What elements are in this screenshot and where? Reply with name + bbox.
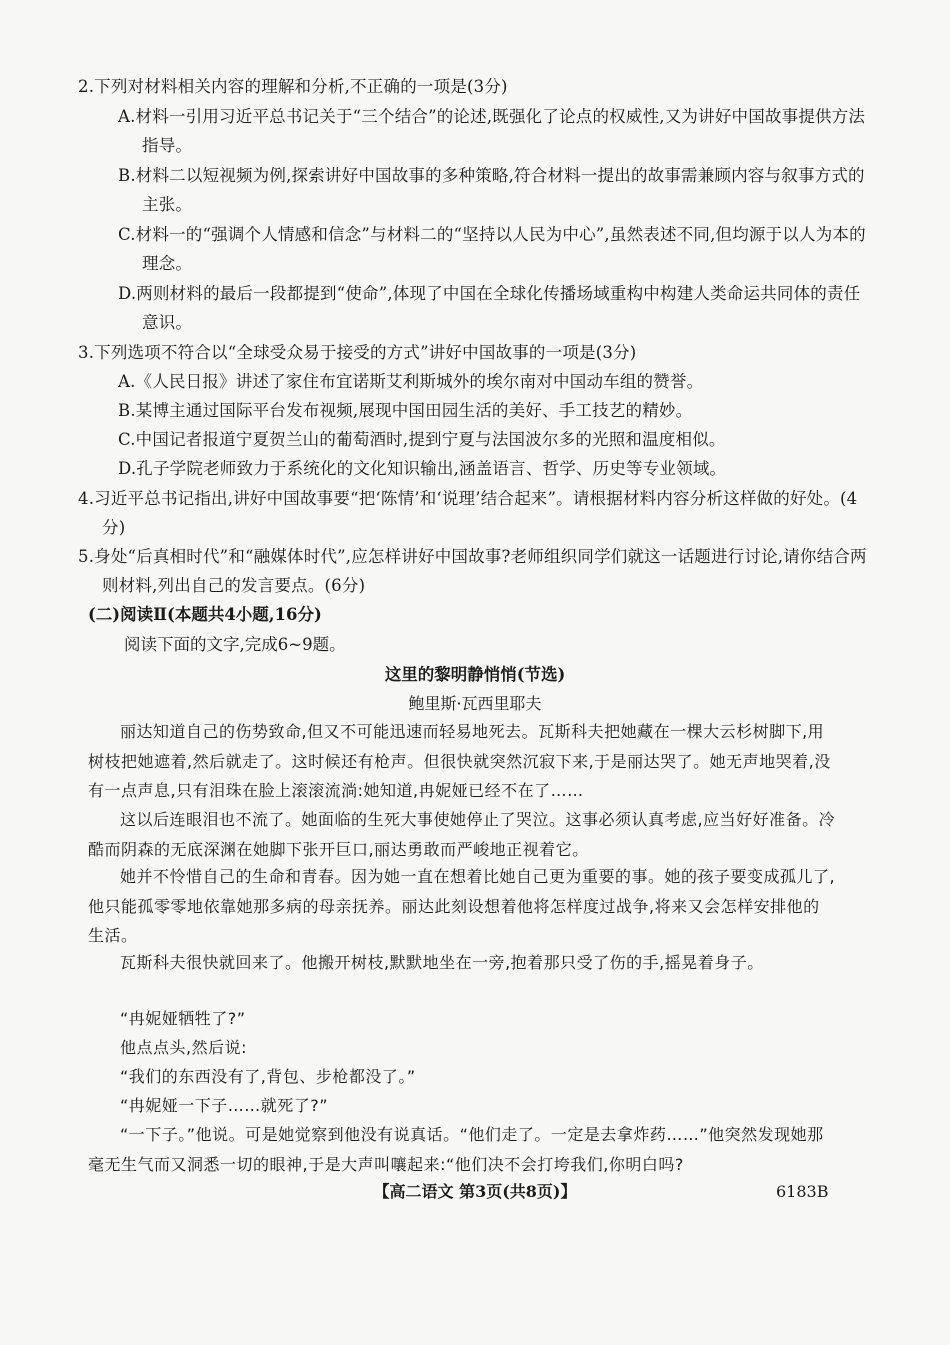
question-3-stem: 3.下列选项不符合以“全球受众易于接受的方式”讲好中国故事的一项是(3分) xyxy=(78,343,637,362)
dialogue-line-3: “我们的东西没有了,背包、步枪都没了。” xyxy=(120,1067,416,1086)
passage-author: 鲍里斯·瓦西里耶夫 xyxy=(408,694,542,713)
question-3-option-b: B.某博主通过国际平台发布视频,展现中国田园生活的美好、手工技艺的精妙。 xyxy=(118,401,693,420)
question-4: 4.习近平总书记指出,讲好中国故事要“把‘陈情’和‘说理’结合起来”。请根据材料内容分析这样做的好处。(4分) xyxy=(78,489,858,537)
dialogue-line-4: “冉妮娅一下子……就死了?” xyxy=(120,1096,329,1115)
question-3-option-a: A.《人民日报》讲述了家住布宜诺斯艾利斯城外的埃尔南对中国动车组的赞誉。 xyxy=(118,372,704,391)
passage-paragraph-1: 丽达知道自己的伤势致命,但又不可能迅速而轻易地死去。瓦斯科夫把她藏在一棵大云杉树脚下,用树枝把她遮着,然后就走了。这时候还有枪声。但很快就突然沉寂下来,于是丽达哭了。她无声地哭着,没有一点声息,只有泪珠在脸上滚滚流淌:她知道,冉妮娅已经不在了…… xyxy=(88,722,831,800)
question-5: 5.身处“后真相时代”和“融媒体时代”,应怎样讲好中国故事?老师组织同学们就这一话题进行讨论,请你结合两则材料,列出自己的发言要点。(6分) xyxy=(78,547,867,595)
passage-title: 这里的黎明静悄悄(节选) xyxy=(384,665,566,684)
question-2-option-a: A.材料一引用习近平总书记关于“三个结合”的论述,既强化了论点的权威性,又为讲好中国故事提供方法指导。 xyxy=(118,107,866,155)
passage-paragraph-4: 瓦斯科夫很快就回来了。他搬开树枝,默默地坐在一旁,抱着那只受了伤的手,摇晃着身子。 xyxy=(120,953,764,972)
page-footer: 【高二语文 第3页(共8页)】 xyxy=(373,1182,577,1201)
exam-code: 6183B xyxy=(776,1182,829,1201)
section-instruction: 阅读下面的文字,完成6~9题。 xyxy=(124,635,346,654)
section-heading: (二)阅读Ⅱ(本题共4小题,16分) xyxy=(88,605,322,624)
passage-paragraph-3: 她并不怜惜自己的生命和青春。因为她一直在想着比她自己更为重要的事。她的孩子要变成孤儿了,他只能孤零零地依靠她那多病的母亲抚养。丽达此刻设想着他将怎样度过战争,将来又会怎样安排他的生活。 xyxy=(88,867,836,945)
question-2-option-d: D.两则材料的最后一段都提到“使命”,体现了中国在全球化传播场域重构中构建人类命运共同体的责任意识。 xyxy=(118,284,861,332)
question-2-option-c: C.材料一的“强调个人情感和信念”与材料二的“坚持以人民为中心”,虽然表述不同,但均源于以人为本的理念。 xyxy=(118,225,866,273)
passage-paragraph-2: 这以后连眼泪也不流了。她面临的生死大事使她停止了哭泣。这事必须认真考虑,应当好好准备。冷酷而阴森的无底深渊在她脚下张开巨口,丽达勇敢而严峻地正视着它。 xyxy=(88,810,836,859)
question-2-stem: 2.下列对材料相关内容的理解和分析,不正确的一项是(3分) xyxy=(78,77,508,96)
question-3-option-d: D.孔子学院老师致力于系统化的文化知识输出,涵盖语言、哲学、历史等专业领域。 xyxy=(118,459,727,478)
question-3-option-c: C.中国记者报道宁夏贺兰山的葡萄酒时,提到宁夏与法国波尔多的光照和温度相似。 xyxy=(118,430,726,449)
dialogue-line-2: 他点点头,然后说: xyxy=(120,1038,247,1057)
dialogue-line-1: “冉妮娅牺牲了?” xyxy=(120,1009,246,1028)
question-2-option-b: B.材料二以短视频为例,探索讲好中国故事的多种策略,符合材料一提出的故事需兼顾内容与叙事方式的主张。 xyxy=(118,166,865,214)
passage-paragraph-5: “一下子。”他说。可是她觉察到他没有说真话。“他们走了。一定是去拿炸药……”他突然发现她那毫无生气而又洞悉一切的眼神,于是大声叫嚷起来:“他们决不会打垮我们,你明白吗? xyxy=(88,1125,824,1174)
